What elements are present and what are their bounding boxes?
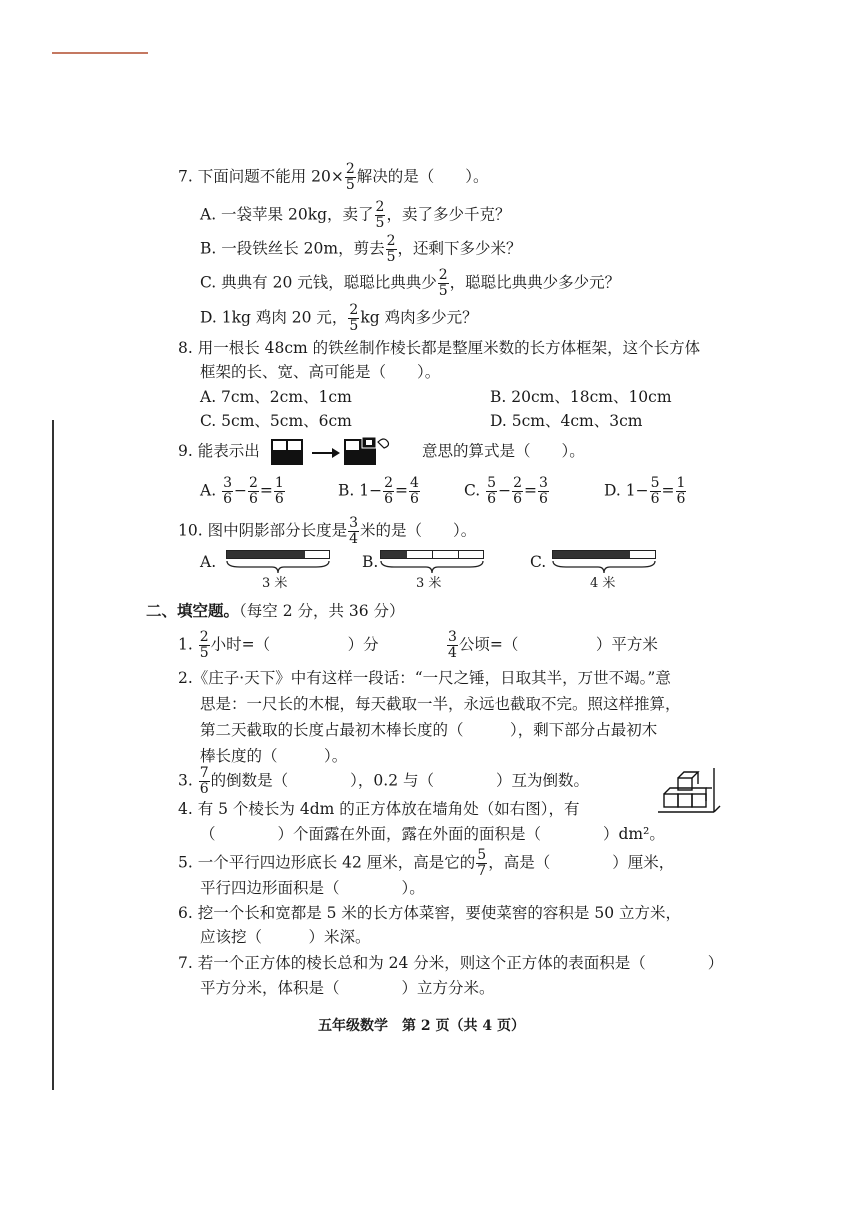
option-fraction <box>438 268 449 299</box>
item-number: 1. <box>178 635 193 654</box>
frac-den: 6 <box>410 491 419 507</box>
fill-text: 小时=（ ）分 <box>210 635 379 654</box>
fraction <box>348 516 359 547</box>
scan-edge-line <box>52 420 54 1090</box>
fill-text: 5. 一个平行四边形底长 42 厘米，高是它的 <box>178 853 476 872</box>
fraction <box>409 476 420 507</box>
fill-2-line2: 思是：一尺长的木棍，每天截取一半，永远也截取不完。照这样推算， <box>200 695 681 713</box>
option-text-end: ，卖了多少千克？ <box>386 205 511 224</box>
cubes-in-corner-figure <box>656 766 722 816</box>
q10-option-a-label: A. <box>200 553 217 571</box>
q10-bar-a <box>226 550 330 559</box>
option-text-end: ，还剩下多少米？ <box>397 239 522 258</box>
operator: − <box>233 481 247 500</box>
brace-a <box>226 560 330 574</box>
frac-den: 6 <box>487 491 497 507</box>
operator: − <box>498 481 512 500</box>
fill-3 <box>178 766 589 797</box>
fraction <box>248 476 259 507</box>
fraction <box>476 848 487 879</box>
frac-num: 5 <box>650 475 660 491</box>
q10-option-c-label: C. <box>530 553 547 571</box>
fraction <box>676 476 687 507</box>
q10-bar-a-length: 3 米 <box>262 576 288 591</box>
fill-text: 公顷=（ ）平方米 <box>458 635 658 654</box>
q7-stem-text-end: 解决的是（ ）。 <box>356 167 489 186</box>
q9-figure <box>270 436 420 468</box>
q9-option-b <box>338 476 421 507</box>
q9-option-d <box>604 476 687 507</box>
shaded-part <box>227 551 305 558</box>
frac-num: 3 <box>448 629 457 645</box>
frac-num: 2 <box>248 475 258 491</box>
brace-b <box>380 560 484 574</box>
fill-text: 的倒数是（ ），0.2 与（ ）互为倒数。 <box>210 771 589 790</box>
option-label: A. <box>200 481 217 500</box>
stem-text-end: 米的是（ ）。 <box>360 521 477 540</box>
q7-option-b <box>200 234 522 265</box>
q7-option-a <box>200 200 510 231</box>
fraction <box>650 476 661 507</box>
shaded-part <box>553 551 630 558</box>
fraction <box>486 476 497 507</box>
stem-text: 10. 图中阴影部分长度是 <box>178 521 348 540</box>
q10-bar-c-length: 4 米 <box>590 576 616 591</box>
equals: = <box>259 481 273 500</box>
frac-den: 5 <box>349 318 359 334</box>
fraction <box>199 766 210 797</box>
frac-den: 6 <box>650 491 660 507</box>
brace-c <box>552 560 656 574</box>
q7-fraction <box>345 162 356 193</box>
frac-den: 6 <box>248 491 258 507</box>
q10-bar-b-length: 3 米 <box>416 576 442 591</box>
q7-option-c <box>200 268 620 299</box>
q8-option-c: C. 5cm、5cm、6cm <box>200 412 352 430</box>
frac-num: 5 <box>487 475 497 491</box>
q7-stem-text: 7. 下面问题不能用 20× <box>178 167 344 186</box>
frac-num: 2 <box>345 161 355 177</box>
fill-6-line1: 6. 挖一个长和宽都是 5 米的长方体菜窖，要使菜窖的容积是 50 立方米， <box>178 904 682 922</box>
option-label: D. 1− <box>604 481 649 500</box>
frac-den: 5 <box>199 645 209 661</box>
fraction <box>274 476 285 507</box>
option-label: B. 1− <box>338 481 383 500</box>
q9-stem-start: 9. 能表示出 <box>178 442 260 460</box>
section-title: 二、填空题。 <box>146 601 240 620</box>
fill-7-line2: 平方分米，体积是（ ）立方分米。 <box>200 979 495 997</box>
fill-2-line4: 棒长度的（ ）。 <box>200 747 348 765</box>
equals: = <box>524 481 538 500</box>
frac-num: 1 <box>274 475 284 491</box>
section-note: （每空 2 分，共 36 分） <box>239 602 405 620</box>
q9-option-a <box>200 476 286 507</box>
fill-2-line1: 2.《庄子·天下》中有这样一段话：“一尺之锤，日取其半，万世不竭。”意 <box>178 669 671 687</box>
frac-den: 5 <box>375 215 385 231</box>
section-2-header <box>146 600 405 622</box>
frac-den: 6 <box>199 781 209 797</box>
q7-stem <box>178 162 489 193</box>
fraction <box>447 630 458 661</box>
square-shaded-icon <box>271 439 303 465</box>
square-partial-icon <box>344 437 389 465</box>
equals: = <box>661 481 675 500</box>
fraction <box>222 476 233 507</box>
option-fraction <box>386 234 397 265</box>
option-fraction <box>375 200 386 231</box>
option-text: A. 一袋苹果 20kg，卖了 <box>200 205 374 224</box>
fill-1 <box>178 630 379 661</box>
arrow-right-icon <box>312 448 340 458</box>
fraction <box>199 630 210 661</box>
fill-6-line2: 应该挖（ ）米深。 <box>200 928 371 946</box>
q7-option-d <box>200 303 478 334</box>
page-footer: 五年级数学 第 2 页（共 4 页） <box>318 1018 525 1034</box>
q10-option-b-label: B. <box>362 553 379 571</box>
fill-4-line2: （ ）个面露在外面，露在外面的面积是（ ）dm²。 <box>200 825 665 843</box>
q10-stem <box>178 516 476 547</box>
frac-num: 3 <box>349 515 358 531</box>
q10-bar-c <box>552 550 656 559</box>
frac-den: 5 <box>438 283 448 299</box>
frac-num: 2 <box>349 302 359 318</box>
q8-option-d: D. 5cm、4cm、3cm <box>490 412 643 430</box>
option-label: C. <box>464 481 481 500</box>
frac-num: 2 <box>375 199 385 215</box>
frac-num: 2 <box>386 233 396 249</box>
frac-den: 6 <box>274 491 284 507</box>
frac-den: 6 <box>539 491 548 507</box>
frac-num: 3 <box>539 475 548 491</box>
frac-num: 2 <box>384 475 394 491</box>
fill-1-part2 <box>446 630 658 661</box>
frac-num: 2 <box>438 267 448 283</box>
frac-den: 4 <box>448 645 457 661</box>
fraction <box>512 476 523 507</box>
option-text-end: ，聪聪比典典少多少元？ <box>449 273 621 292</box>
frac-num: 2 <box>199 629 209 645</box>
frac-den: 5 <box>386 249 396 265</box>
q8-option-a: A. 7cm、2cm、1cm <box>200 388 352 406</box>
frac-den: 7 <box>477 863 487 879</box>
frac-den: 6 <box>676 491 686 507</box>
option-text-end: kg 鸡肉多少元？ <box>360 308 478 327</box>
scan-edge-mark <box>52 52 148 54</box>
frac-den: 6 <box>513 491 523 507</box>
q10-bar-b <box>380 550 484 559</box>
frac-num: 2 <box>513 475 523 491</box>
divider <box>458 551 459 558</box>
fill-5-line1 <box>178 848 674 879</box>
frac-den: 6 <box>223 491 232 507</box>
fraction <box>538 476 549 507</box>
option-text: D. 1kg 鸡肉 20 元， <box>200 308 348 327</box>
frac-num: 1 <box>676 475 686 491</box>
fill-5-line2: 平行四边形面积是（ ）。 <box>200 879 425 897</box>
q9-stem-end: 意思的算式是（ ）。 <box>422 442 585 460</box>
item-number: 3. <box>178 771 193 790</box>
option-text: C. 典典有 20 元钱，聪聪比典典少 <box>200 273 437 292</box>
fill-7-line1: 7. 若一个正方体的棱长总和为 24 分米，则这个正方体的表面积是（ ） <box>178 954 724 972</box>
frac-num: 3 <box>223 475 232 491</box>
option-text: B. 一段铁丝长 20m，剪去 <box>200 239 385 258</box>
q8-line2: 框架的长、宽、高可能是（ ）。 <box>200 363 441 381</box>
frac-den: 5 <box>345 177 355 193</box>
frac-den: 4 <box>349 531 358 547</box>
frac-num: 4 <box>410 475 419 491</box>
option-fraction <box>348 303 359 334</box>
fill-4-line1: 4. 有 5 个棱长为 4dm 的正方体放在墙角处（如右图），有 <box>178 800 580 818</box>
fill-2-line3: 第二天截取的长度占最初木棒长度的（ ），剩下部分占最初木 <box>200 721 658 739</box>
q8-option-b: B. 20cm、18cm、10cm <box>490 388 672 406</box>
shaded-part <box>381 551 407 558</box>
fraction <box>383 476 394 507</box>
frac-num: 5 <box>477 847 487 863</box>
fill-text-end: ，高是（ ）厘米， <box>488 853 675 872</box>
divider <box>432 551 433 558</box>
q8-line1: 8. 用一根长 48cm 的铁丝制作棱长都是整厘米数的长方体框架，这个长方体 <box>178 339 701 357</box>
frac-den: 6 <box>384 491 394 507</box>
equals: = <box>395 481 409 500</box>
frac-num: 7 <box>199 765 209 781</box>
q9-option-c <box>464 476 550 507</box>
